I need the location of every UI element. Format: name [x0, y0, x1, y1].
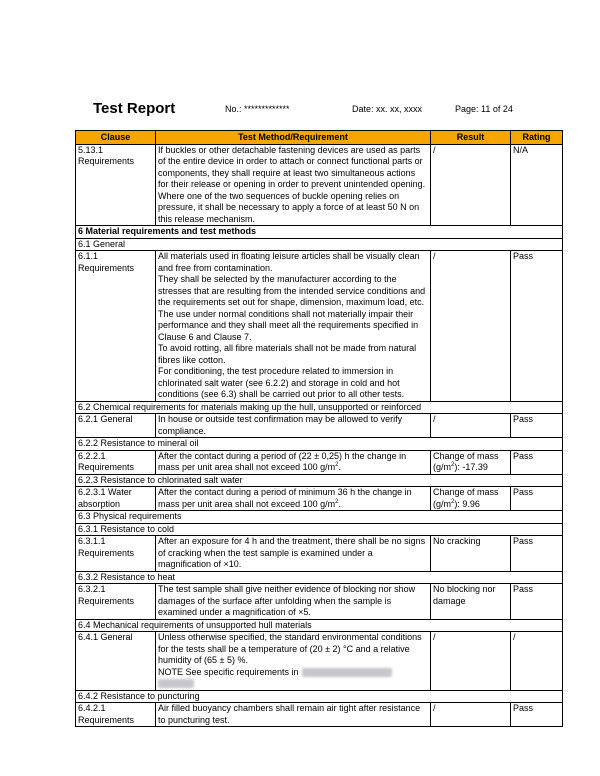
rating-cell-text: Pass [513, 450, 534, 461]
clause-cell [76, 536, 156, 572]
clause-cell [76, 251, 156, 402]
subsection-row [76, 438, 563, 451]
subsection-title: 6.3 Physical requirements [76, 511, 563, 524]
subsection-row [76, 511, 563, 524]
clause-cell-text: 5.13.1 Requirements [78, 144, 135, 166]
rating-cell [511, 487, 563, 511]
subsection-title: 6.2 Chemical requirements for materials making up the hull, unsupported or reinforced [76, 401, 563, 414]
result-cell [431, 632, 511, 691]
result-cell-text: No blocking nor damage [433, 584, 496, 606]
rating-cell [511, 584, 563, 620]
result-cell [431, 414, 511, 438]
clause-cell-text: 6.1.1 Requirements [78, 251, 135, 273]
page-number: Page: 11 of 24 [455, 104, 513, 114]
method-cell [156, 144, 431, 226]
table-row [76, 536, 563, 572]
redacted-reference [158, 679, 194, 688]
col-header-method: Test Method/Requirement [156, 131, 431, 145]
subsection-row [76, 690, 563, 703]
rating-cell [511, 414, 563, 438]
rating-cell [511, 703, 563, 727]
method-cell [156, 414, 431, 438]
subsection-title: 6.4 Mechanical requirements of unsupported hull materials [76, 619, 563, 632]
clause-cell-text: 6.4.2.1 Requirements [78, 703, 135, 725]
method-cell-text: After the contact during a period of minimum 36 h the change in mass per unit area shall not exceed 100 $g/m^2$. [158, 487, 412, 509]
rating-cell [511, 144, 563, 226]
method-cell-text: Unless otherwise specified, the standard environmental conditions for the tests shall be a temperature of (20 ± 2) °C and a relative humidity of (65 ± 5) %. NOTE See specific requirements in [158, 632, 422, 677]
clause-cell [76, 703, 156, 727]
method-cell [156, 584, 431, 620]
method-cell [156, 487, 431, 511]
col-header-rating: Rating [511, 131, 563, 145]
table-row [76, 144, 563, 226]
rating-cell-text: Pass [513, 487, 534, 497]
result-cell-text: Change of mass $(g/m^2)$: 9.96 [433, 487, 499, 509]
rating-cell-text: Pass [513, 536, 534, 546]
report-title: Test Report [93, 100, 176, 117]
result-cell [431, 487, 511, 511]
result-cell [431, 703, 511, 727]
result-cell-text: No cracking [433, 536, 481, 546]
subsection-title: 6.2.2 Resistance to mineral oil [76, 438, 563, 451]
method-cell [156, 703, 431, 727]
col-header-clause: Clause [76, 131, 156, 145]
table-row [76, 632, 563, 691]
clause-cell-text: 6.2.1 General [78, 414, 133, 424]
subsection-title: 6.3.1 Resistance to cold [76, 523, 563, 536]
rating-cell [511, 450, 563, 474]
subsection-title: 6.2.3 Resistance to chlorinated salt water [76, 474, 563, 487]
table-row [76, 703, 563, 727]
subsection-title: 6.3.2 Resistance to heat [76, 571, 563, 584]
subsection-row [76, 474, 563, 487]
subsection-row [76, 619, 563, 632]
rating-cell [511, 251, 563, 402]
rating-cell-text: N/A [513, 144, 529, 155]
table-body [76, 144, 563, 727]
requirements-table [75, 130, 563, 727]
result-cell [431, 251, 511, 402]
subsection-title: 6.1 General [76, 238, 563, 251]
subsection-row [76, 571, 563, 584]
subsection-title: 6.4.2 Resistance to puncturing [76, 690, 563, 703]
result-cell [431, 536, 511, 572]
table-row [76, 251, 563, 402]
result-cell-text: / [433, 144, 436, 155]
clause-cell-text: 6.3.1.1 Requirements [78, 536, 135, 558]
result-cell [431, 450, 511, 474]
method-cell-text: If buckles or other detachable fastening devices are used as parts of the entire device in order to attach or connect functional parts or components, they shall require at least two simultaneous actions for their release or opening in order to prevent unintended opening. Where one of the two sequences of buckle opening relies on pressure, it shall be necessary to apply a force of at least 50 N on this release mechanism. [158, 144, 426, 224]
clause-cell-text: 6.3.2.1 Requirements [78, 584, 135, 606]
method-cell-text: After the contact during a period of (22 ± 0,25) h the change in mass per unit area shall not exceed 100 $g/m^2$. [158, 450, 407, 472]
clause-cell-text: 6.2.2.1 Requirements [78, 450, 135, 472]
clause-cell [76, 450, 156, 474]
result-cell-text: / [433, 414, 436, 424]
method-cell-text: All materials used in floating leisure articles shall be visually clean and free from contamination. They shall be selected by the manufacturer according to the stresses that are resulting from the intended service conditions and the requirements set out for shape, dimension, maximum load, etc. The use under normal conditions shall not materially impair their performance and they shall meet all the requirements specified in Clause 6 and Clause 7. To avoid rotting, all fibre materials shall not be made from natural fibres like cotton. For conditioning, the test procedure related to immersion in chlorinated salt water (see 6.2.2) and storage in cold and hot conditions (see 6.3) shall be carried out prior to all other tests. [158, 251, 426, 399]
table-row [76, 487, 563, 511]
method-cell-text: The test sample shall give neither evidence of blocking nor show damages of the surface after unfolding when the sample is examined under a magnification of ×5. [158, 584, 416, 617]
clause-cell [76, 487, 156, 511]
result-cell-text: / [433, 703, 436, 713]
rating-cell-text: Pass [513, 414, 534, 424]
method-cell [156, 536, 431, 572]
method-cell [156, 450, 431, 474]
redacted-reference [302, 668, 392, 677]
rating-cell-text: Pass [513, 703, 534, 713]
rating-cell [511, 536, 563, 572]
section-heading-row [76, 226, 563, 239]
table-row [76, 450, 563, 474]
report-header [0, 100, 600, 122]
clause-cell [76, 414, 156, 438]
rating-cell-text: / [513, 632, 516, 642]
subsection-row [76, 401, 563, 414]
report-number: No.: ************* [225, 104, 290, 114]
clause-cell [76, 584, 156, 620]
method-cell-text: Air filled buoyancy chambers shall remain air tight after resistance to puncturing test. [158, 703, 421, 725]
clause-cell-text: 6.2.3.1 Water absorption [78, 487, 132, 509]
subsection-row [76, 238, 563, 251]
result-cell [431, 584, 511, 620]
clause-cell-text: 6.4.1 General [78, 632, 133, 642]
section-heading: 6 Material requirements and test methods [76, 226, 563, 239]
result-cell-text: / [433, 632, 436, 642]
table-row [76, 584, 563, 620]
col-header-result: Result [431, 131, 511, 145]
clause-cell [76, 632, 156, 691]
rating-cell [511, 632, 563, 691]
method-cell-text: In house or outside test confirmation may be allowed to verify compliance. [158, 414, 403, 436]
report-date: Date: xx. xx, xxxx [352, 104, 423, 114]
rating-cell-text: Pass [513, 584, 534, 594]
clause-cell [76, 144, 156, 226]
result-cell-text: Change of mass $(g/m^2)$: -17.39 [433, 450, 499, 472]
method-cell [156, 632, 431, 691]
method-cell-text: After an exposure for 4 h and the treatment, there shall be no signs of cracking when the test sample is examined under a magnification of ×10. [158, 536, 426, 569]
table-row [76, 414, 563, 438]
result-cell-text: / [433, 251, 436, 261]
table-header-row [76, 131, 563, 145]
rating-cell-text: Pass [513, 251, 534, 261]
subsection-row [76, 523, 563, 536]
result-cell [431, 144, 511, 226]
method-cell [156, 251, 431, 402]
